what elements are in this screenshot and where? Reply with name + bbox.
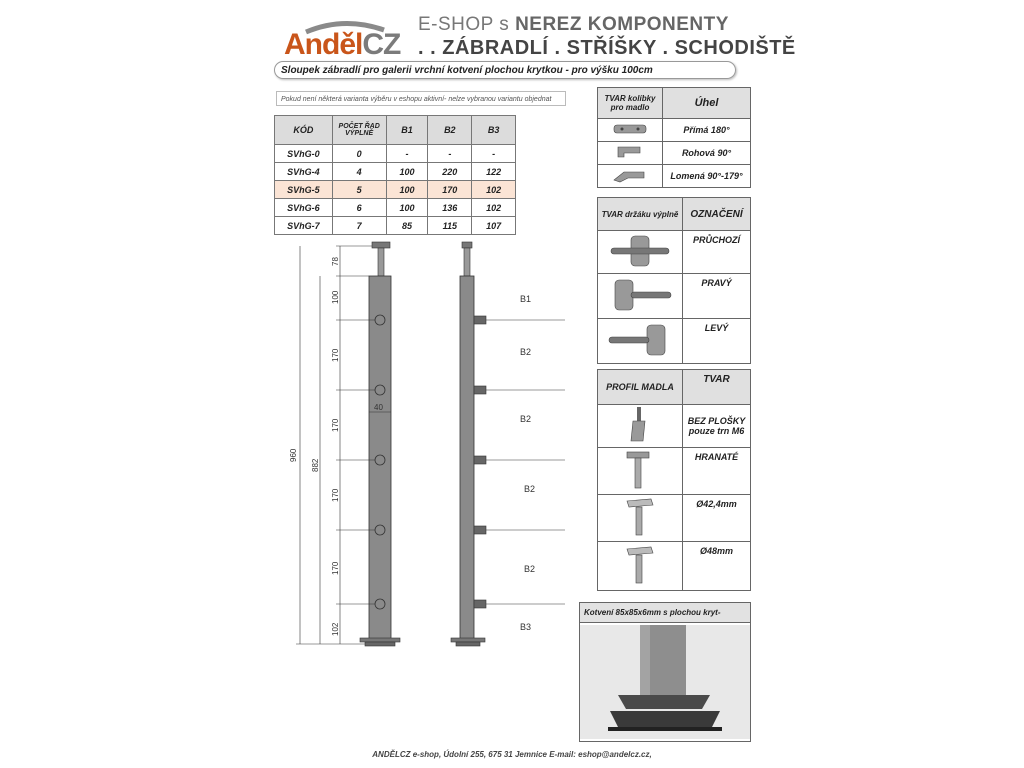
col-header-b1: B1 bbox=[386, 116, 428, 145]
dim-5: 170 bbox=[331, 488, 340, 502]
madlo-row-label: BEZ PLOŠKY pouze trn M6 bbox=[683, 405, 751, 448]
cell-count: 5 bbox=[332, 181, 386, 199]
madlo-row-label: HRANATÉ bbox=[683, 448, 751, 495]
drzak-row-label: LEVÝ bbox=[683, 319, 751, 364]
dim-7: 102 bbox=[331, 622, 340, 636]
cell-b3: - bbox=[472, 145, 516, 163]
col-header-b3: B3 bbox=[472, 116, 516, 145]
table-row[interactable] bbox=[598, 448, 751, 495]
table-row[interactable] bbox=[598, 231, 751, 274]
kolibka-row-label: Rohová 90° bbox=[663, 142, 751, 165]
hole-icon bbox=[375, 315, 385, 325]
drzak-table bbox=[597, 197, 751, 364]
code-table bbox=[274, 115, 516, 235]
madlo-row-label: Ø48mm bbox=[683, 542, 751, 591]
cell-code: SVhG-0 bbox=[275, 145, 333, 163]
cell-code: SVhG-7 bbox=[275, 217, 333, 235]
product-subtitle: Sloupek zábradlí pro galerii vrchní kotvení plochou krytkou - pro výšku 100cm bbox=[274, 61, 736, 79]
dim-total: 960 bbox=[289, 448, 298, 462]
cell-count: 7 bbox=[332, 217, 386, 235]
dim-6: 170 bbox=[331, 561, 340, 575]
cell-b2: 136 bbox=[428, 199, 472, 217]
label-b1: B1 bbox=[520, 294, 532, 304]
hole-icon bbox=[375, 455, 385, 465]
madlo-42-icon bbox=[598, 495, 683, 542]
table-row[interactable] bbox=[275, 145, 516, 163]
madlo-header-shape: TVAR bbox=[683, 370, 751, 405]
table-row[interactable] bbox=[598, 405, 751, 448]
cell-b3: 102 bbox=[472, 181, 516, 199]
cell-b3: 122 bbox=[472, 163, 516, 181]
label-b2-1: B2 bbox=[520, 347, 532, 357]
kotveni-title: Kotvení 85x85x6mm s plochou kryt- bbox=[580, 603, 750, 623]
cell-b1: 100 bbox=[386, 181, 428, 199]
table-row[interactable] bbox=[598, 274, 751, 319]
dim-3: 170 bbox=[331, 348, 340, 362]
table-row[interactable] bbox=[275, 163, 516, 181]
drzak-header-shape: TVAR držáku výplně bbox=[598, 198, 683, 231]
dim-2: 100 bbox=[331, 290, 340, 304]
post-technical-drawing bbox=[280, 240, 580, 660]
table-row-highlighted[interactable] bbox=[275, 181, 516, 199]
madlo-48-icon bbox=[598, 542, 683, 591]
label-b2-4: B2 bbox=[524, 564, 536, 574]
dim-4: 170 bbox=[331, 418, 340, 432]
table-row[interactable] bbox=[598, 319, 751, 364]
cell-code: SVhG-4 bbox=[275, 163, 333, 181]
dim-inner: 882 bbox=[311, 458, 320, 472]
madlo-table bbox=[597, 369, 751, 591]
kotveni-box bbox=[579, 602, 751, 742]
table-row[interactable] bbox=[598, 495, 751, 542]
header-prefix: E-SHOP s bbox=[418, 14, 516, 35]
cell-b2: 115 bbox=[428, 217, 472, 235]
kolibka-straight-icon bbox=[598, 119, 663, 142]
drzak-header-mark: OZNAČENÍ bbox=[683, 198, 751, 231]
cell-b2: 170 bbox=[428, 181, 472, 199]
label-b2-2: B2 bbox=[520, 414, 532, 424]
cell-b1: 100 bbox=[386, 199, 428, 217]
table-row[interactable] bbox=[598, 165, 751, 188]
kolibka-bent-icon bbox=[598, 165, 663, 188]
madlo-header-profile: PROFIL MADLA bbox=[598, 370, 683, 405]
hole-icon bbox=[375, 599, 385, 609]
kolibka-row-label: Lomená 90°-179° bbox=[663, 165, 751, 188]
cell-b1: 100 bbox=[386, 163, 428, 181]
logo-cz-text: CZ bbox=[362, 28, 401, 61]
cell-count: 0 bbox=[332, 145, 386, 163]
anchor-plate-icon bbox=[580, 625, 750, 739]
cell-code: SVhG-6 bbox=[275, 199, 333, 217]
hole-icon bbox=[375, 385, 385, 395]
label-b3: B3 bbox=[520, 622, 532, 632]
drzak-right-icon bbox=[598, 274, 683, 319]
drzak-through-icon bbox=[598, 231, 683, 274]
table-row[interactable] bbox=[275, 199, 516, 217]
cell-b1: - bbox=[386, 145, 428, 163]
table-row[interactable] bbox=[275, 217, 516, 235]
front-post-view bbox=[360, 242, 400, 646]
col-header-kod: KÓD bbox=[275, 116, 333, 145]
footer-contact: ANDĚLCZ e-shop, Údolní 255, 675 31 Jemnice E-mail: eshop@andelcz.cz, bbox=[372, 750, 652, 759]
drzak-row-label: PRŮCHOZÍ bbox=[683, 231, 751, 274]
company-logo bbox=[284, 18, 414, 62]
code-table-header bbox=[275, 116, 516, 145]
header-bold: NEREZ KOMPONENTY bbox=[515, 14, 729, 35]
hole-icon bbox=[375, 525, 385, 535]
cell-b2: - bbox=[428, 145, 472, 163]
table-row[interactable] bbox=[598, 542, 751, 591]
logo-main-text: Anděl bbox=[284, 28, 363, 61]
kolibka-corner-icon bbox=[598, 142, 663, 165]
cell-b3: 107 bbox=[472, 217, 516, 235]
kolibka-row-label: Přímá 180° bbox=[663, 119, 751, 142]
table-row[interactable] bbox=[598, 119, 751, 142]
kolibka-table bbox=[597, 87, 751, 188]
cell-b3: 102 bbox=[472, 199, 516, 217]
kolibka-header-shape: TVAR kolíbky pro madlo bbox=[598, 88, 663, 119]
header-line-1 bbox=[418, 14, 729, 36]
cell-code: SVhG-5 bbox=[275, 181, 333, 199]
label-b2-3: B2 bbox=[524, 484, 536, 494]
dim-1: 78 bbox=[331, 257, 340, 266]
header-line-2: . . ZÁBRADLÍ . STŘÍŠKY . SCHODIŠTĚ bbox=[418, 37, 796, 59]
table-row[interactable] bbox=[598, 142, 751, 165]
availability-note: Pokud není některá varianta výběru v eshopu aktivní- nelze vybranou variantu objednat bbox=[276, 91, 566, 106]
dim-width: 40 bbox=[374, 403, 383, 412]
cell-count: 4 bbox=[332, 163, 386, 181]
cell-count: 6 bbox=[332, 199, 386, 217]
madlo-square-icon bbox=[598, 448, 683, 495]
cell-b1: 85 bbox=[386, 217, 428, 235]
kolibka-header-angle: Úhel bbox=[663, 88, 751, 119]
drzak-left-icon bbox=[598, 319, 683, 364]
cell-b2: 220 bbox=[428, 163, 472, 181]
drzak-row-label: PRAVÝ bbox=[683, 274, 751, 319]
madlo-pin-icon bbox=[598, 405, 683, 448]
side-post-view bbox=[451, 242, 486, 646]
dimension-lines bbox=[296, 246, 375, 644]
madlo-row-label: Ø42,4mm bbox=[683, 495, 751, 542]
col-header-pocet: POČET ŘAD VÝPLNĚ bbox=[332, 116, 386, 145]
col-header-b2: B2 bbox=[428, 116, 472, 145]
